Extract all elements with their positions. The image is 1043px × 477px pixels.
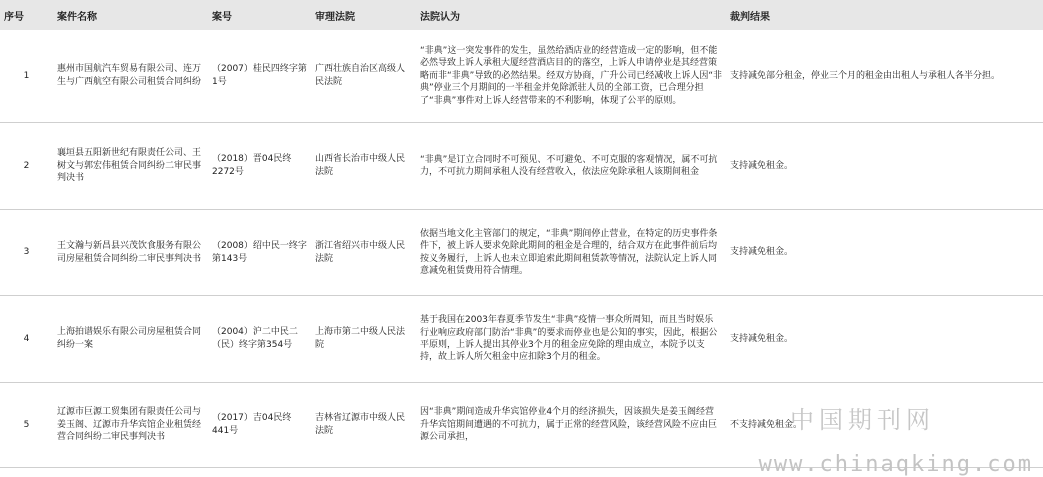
court-view: 基于我国在2003年春夏季节发生“非典”疫情一事众所周知，而且当时娱乐行业响应政府部门防治“非典”的要求而停业也是公知的事实，因此，根据公平原则，上诉人提出其停业3个月的租金应免除的理由成立，本院予以支持，故上诉人所欠租金中应扣除3个月的租金。 (416, 296, 726, 383)
court-name: 广西壮族自治区高级人民法院 (311, 30, 416, 123)
case-number: （2004）沪二中民二（民）终字第354号 (208, 296, 311, 383)
court-name: 浙江省绍兴市中级人民法院 (311, 210, 416, 296)
table-header (0, 0, 1043, 30)
row-index: 4 (0, 296, 53, 383)
table-row (0, 210, 1043, 296)
judgment-result: 支持减免租金。 (726, 123, 1043, 210)
watermark-url: www.chinaqking.com (758, 452, 1033, 477)
court-view: 因“非典”期间造成升华宾馆停业4个月的经济损失，因该损失是姜玉阁经营升华宾馆期间遭遇的不可抗力，属于正常的经营风险，该经营风险不应由巨源公司承担， (416, 383, 726, 468)
case-name: 辽源市巨源工贸集团有限责任公司与姜玉阁、辽源市升华宾馆企业租赁经营合同纠纷二审民事判决书 (53, 383, 208, 468)
court-view: “非典”是订立合同时不可预见、不可避免、不可克服的客观情况，属不可抗力，不可抗力期间承租人没有经营收入，依法应免除承租人该期间租金 (416, 123, 726, 210)
table-row (0, 30, 1043, 123)
case-name: 王文瀚与新昌县兴茂饮食服务有限公司房屋租赁合同纠纷二审民事判决书 (53, 210, 208, 296)
table-row (0, 296, 1043, 383)
header-court: 审理法院 (311, 0, 416, 30)
header-case-no: 案号 (208, 0, 311, 30)
header-index: 序号 (0, 0, 53, 30)
row-index: 2 (0, 123, 53, 210)
case-number: （2007）桂民四终字第1号 (208, 30, 311, 123)
court-view: 依据当地文化主管部门的规定，“非典”期间停止营业，在特定的历史事件条件下，被上诉人要求免除此期间的租金是合理的，结合双方在此事件前后均按义务履行，上诉人也未立即追索此期间租赁款等情况，法院认定上诉人同意减免租赁费用符合情理。 (416, 210, 726, 296)
case-number: （2008）绍中民一终字第143号 (208, 210, 311, 296)
court-name: 上海市第二中级人民法院 (311, 296, 416, 383)
case-number: （2018）晋04民终2272号 (208, 123, 311, 210)
row-index: 3 (0, 210, 53, 296)
court-name: 山西省长治市中级人民法院 (311, 123, 416, 210)
case-name: 襄垣县五阳新世纪有限责任公司、王树文与郭宏伟租赁合同纠纷二审民事判决书 (53, 123, 208, 210)
header-case-name: 案件名称 (53, 0, 208, 30)
watermark-logo-text: 中国期刊网 (790, 406, 935, 434)
case-number: （2017）吉04民终441号 (208, 383, 311, 468)
judgment-result: 支持减免租金。 (726, 296, 1043, 383)
judgment-result: 不支持减免租金。 (726, 383, 1043, 468)
court-name: 吉林省辽源市中级人民法院 (311, 383, 416, 468)
header-result: 裁判结果 (726, 0, 1043, 30)
judgment-result: 支持减免部分租金，停业三个月的租金由出租人与承租人各半分担。 (726, 30, 1043, 123)
case-name: 惠州市国航汽车贸易有限公司、连万生与广西航空有限公司租赁合同纠纷 (53, 30, 208, 123)
row-index: 5 (0, 383, 53, 468)
table-row (0, 123, 1043, 210)
row-index: 1 (0, 30, 53, 123)
judgment-result: 支持减免租金。 (726, 210, 1043, 296)
case-name: 上海拍谱娱乐有限公司房屋租赁合同纠纷一案 (53, 296, 208, 383)
header-court-view: 法院认为 (416, 0, 726, 30)
court-view: “非典”这一突发事件的发生，虽然给酒店业的经营造成一定的影响，但不能必然导致上诉人承租大厦经营酒店目的的落空，上诉人申请停业是其经营策略而非“非典”导致的必然结果。经双方协商，广升公司已经减收上诉人因“非典”停业三个月期间的一半租金并免除派驻人员的全部工资，已合理分担了“非典”事件对上诉人经营带来的不利影响，体现了公平的原则。 (416, 30, 726, 123)
